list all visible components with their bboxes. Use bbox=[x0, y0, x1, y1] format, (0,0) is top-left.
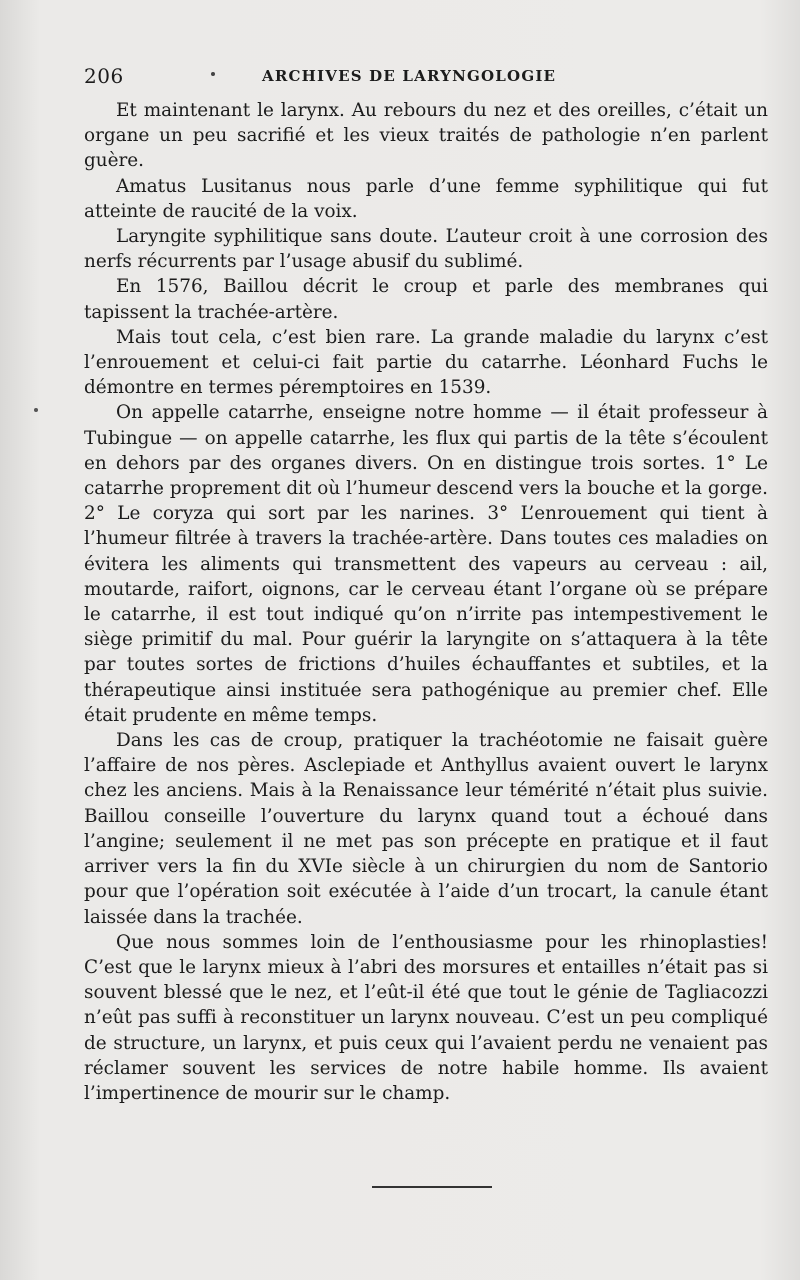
paragraph: Que nous sommes loin de l’enthousiasme pour les rhinoplasties! C’est que le larynx mieux à l’abri des morsures et entailles n’était pas si souvent blessé que le nez, et l’eût-il été que tout le génie de Tagliacozzi n’eût pas suffi à reconstituer un larynx nouveau. C’est un peu compliqué de structure, un larynx, et puis ceux qui l’avaient perdu ne venaient pas réclamer souvent les services de notre habile homme. Ils avaient l’impertinence de mourir sur le champ. bbox=[84, 931, 768, 1104]
page-number: 206 bbox=[84, 64, 124, 88]
paragraph: On appelle catarrhe, enseigne notre homme — il était professeur à Tubingue — on appelle catarrhe, les flux qui partis de la tête s’écoulent en dehors par des organes divers. On en distingue trois sortes. 1° Le catarrhe proprement dit où l’humeur descend vers la bouche et la gorge. 2° Le coryza qui sort par les narines. 3° L’enrouement qui tient à l’humeur filtrée à travers la trachée-artère. Dans toutes ces maladies on évitera les aliments qui transmettent des vapeurs au cerveau : ail, moutarde, raifort, oignons, car le cerveau étant l’organe où se prépare le catarrhe, il est tout indiqué qu’on n’irrite pas intempestivement le siège primitif du mal. Pour guérir la laryngite on s’attaquera à la tête par toutes sortes de frictions d’huiles échauffantes et subtiles, et la thérapeutique ainsi instituée sera pathogénique au premier chef. Elle était prudente en même temps. bbox=[84, 402, 768, 726]
header-dot-mark bbox=[211, 72, 215, 76]
paragraph: Laryngite syphilitique sans doute. L’auteur croit à une corrosion des nerfs récurrents par l’usage abusif du sublimé. bbox=[84, 226, 768, 273]
margin-dot-mark bbox=[34, 408, 38, 412]
paragraph: Et maintenant le larynx. Au rebours du nez et des oreilles, c’était un organe un peu sacrifié et les vieux traités de pathologie n’en parlent guère. bbox=[84, 100, 768, 172]
paragraph: Amatus Lusitanus nous parle d’une femme syphilitique qui fut atteinte de raucité de la voix. bbox=[84, 175, 768, 222]
page-header bbox=[84, 64, 760, 88]
running-title: ARCHIVES DE LARYNGOLOGIE bbox=[262, 67, 557, 85]
paragraph: En 1576, Baillou décrit le croup et parle des membranes qui tapissent la trachée-artère. bbox=[84, 276, 768, 323]
paragraph: Dans les cas de croup, pratiquer la trachéotomie ne faisait guère l’affaire de nos pères. Asclepiade et Anthyllus avaient ouvert le larynx chez les anciens. Mais à la Renaissance leur témérité n’était plus suivie. Baillou conseille l’ouverture du larynx quand tout a échoué dans l’angine; seulement il ne met pas son précepte en pratique et il faut arriver vers la fin du XVIe siècle à un chirurgien du nom de Santorio pour que l’opération soit exécutée à l’aide d’un trocart, la canule étant laissée dans la trachée. bbox=[84, 730, 768, 928]
section-end-rule bbox=[372, 1186, 492, 1188]
paragraph: Mais tout cela, c’est bien rare. La grande maladie du larynx c’est l’enrouement et celui-ci fait partie du catarrhe. Léonhard Fuchs le démontre en termes péremptoires en 1539. bbox=[84, 326, 768, 399]
body-text bbox=[84, 98, 768, 1106]
